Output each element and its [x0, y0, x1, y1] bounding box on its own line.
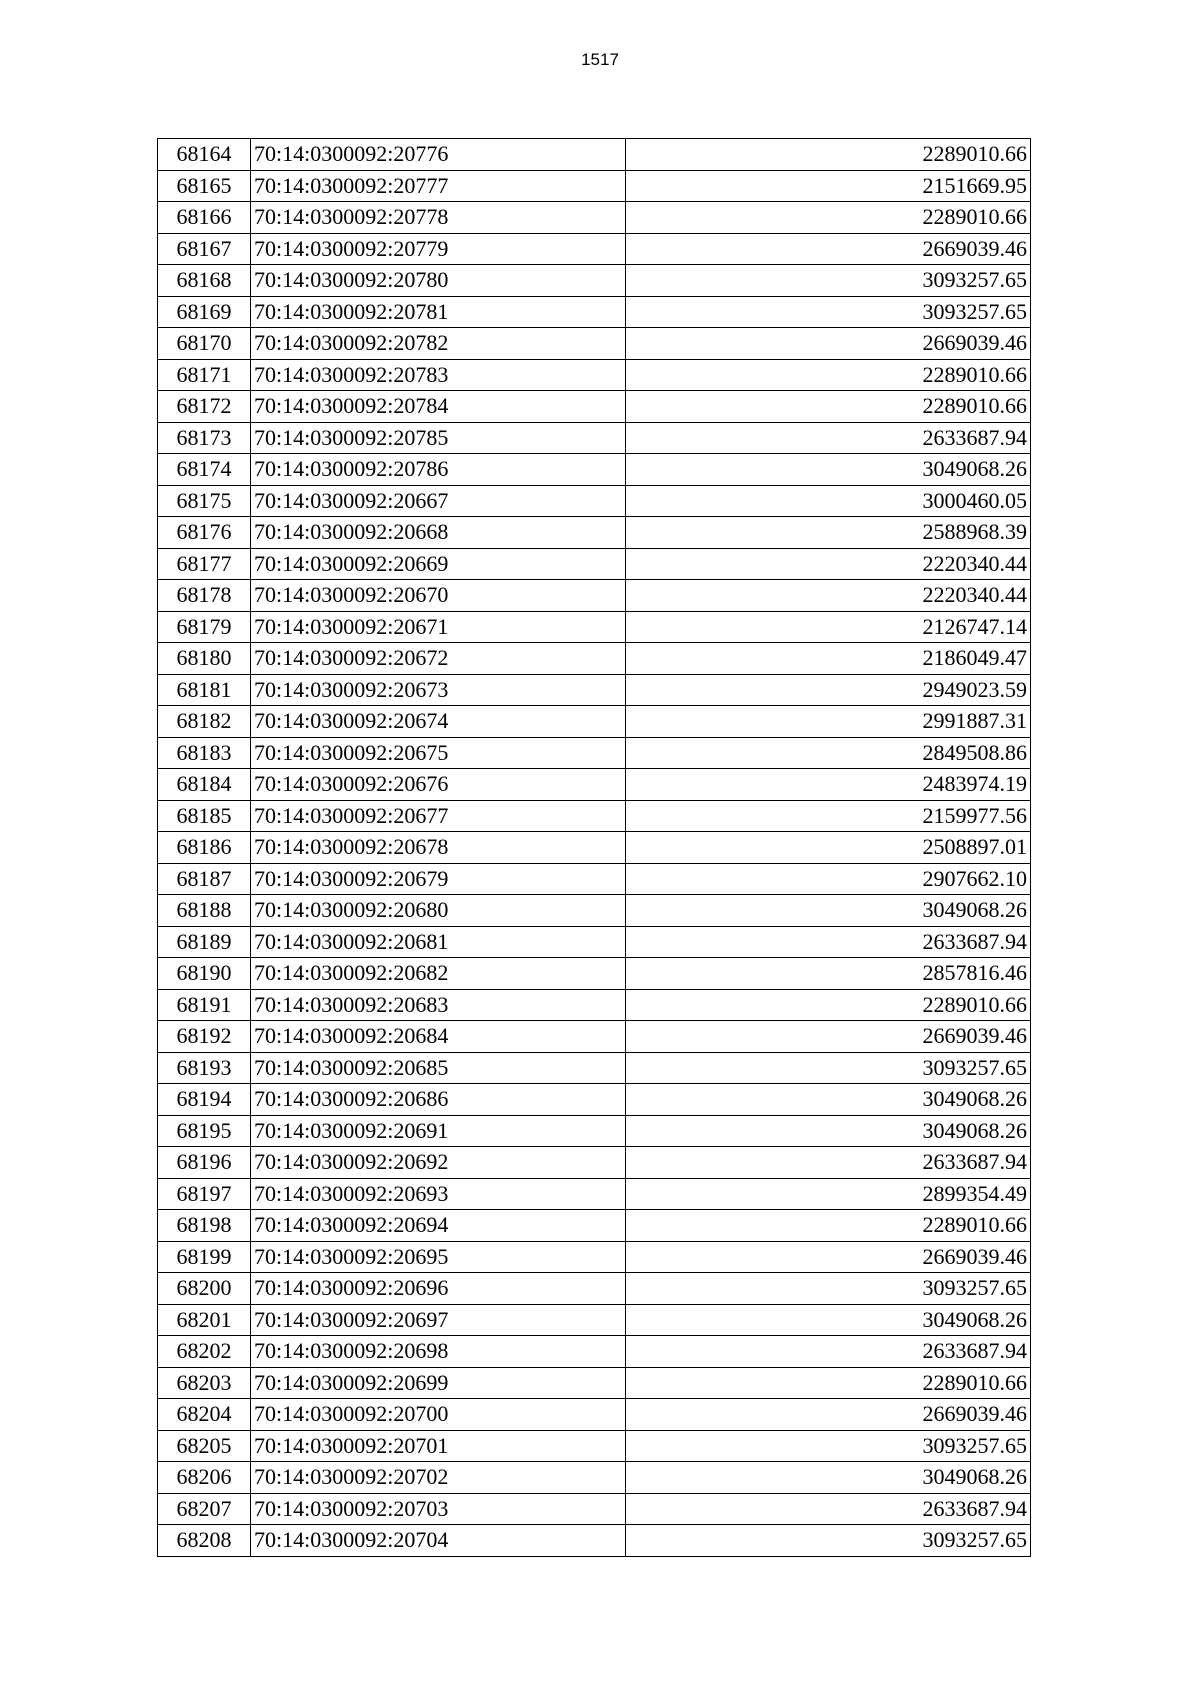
value-cell: 2669039.46	[626, 328, 1031, 360]
value-cell: 2508897.01	[626, 832, 1031, 864]
row-number-cell: 68196	[158, 1147, 251, 1179]
cadastral-number-cell: 70:14:0300092:20702	[251, 1462, 626, 1494]
table-row	[158, 1462, 1031, 1494]
row-number-cell: 68174	[158, 454, 251, 486]
table-row	[158, 548, 1031, 580]
table-row	[158, 800, 1031, 832]
table-row	[158, 1304, 1031, 1336]
table-row	[158, 611, 1031, 643]
table-row	[158, 926, 1031, 958]
table-row	[158, 485, 1031, 517]
row-number-cell: 68168	[158, 265, 251, 297]
table-row	[158, 1084, 1031, 1116]
row-number-cell: 68188	[158, 895, 251, 927]
row-number-cell: 68183	[158, 737, 251, 769]
value-cell: 2151669.95	[626, 170, 1031, 202]
row-number-cell: 68165	[158, 170, 251, 202]
table-row	[158, 863, 1031, 895]
row-number-cell: 68205	[158, 1430, 251, 1462]
value-cell: 3000460.05	[626, 485, 1031, 517]
table-body	[158, 139, 1031, 1557]
table-row	[158, 517, 1031, 549]
row-number-cell: 68181	[158, 674, 251, 706]
value-cell: 3049068.26	[626, 454, 1031, 486]
row-number-cell: 68194	[158, 1084, 251, 1116]
value-cell: 2186049.47	[626, 643, 1031, 675]
cadastral-number-cell: 70:14:0300092:20678	[251, 832, 626, 864]
value-cell: 2483974.19	[626, 769, 1031, 801]
cadastral-number-cell: 70:14:0300092:20680	[251, 895, 626, 927]
table-row	[158, 1052, 1031, 1084]
row-number-cell: 68184	[158, 769, 251, 801]
cadastral-number-cell: 70:14:0300092:20701	[251, 1430, 626, 1462]
table-row	[158, 391, 1031, 423]
row-number-cell: 68199	[158, 1241, 251, 1273]
cadastral-number-cell: 70:14:0300092:20681	[251, 926, 626, 958]
cadastral-number-cell: 70:14:0300092:20783	[251, 359, 626, 391]
row-number-cell: 68207	[158, 1493, 251, 1525]
table-row	[158, 265, 1031, 297]
cadastral-number-cell: 70:14:0300092:20782	[251, 328, 626, 360]
row-number-cell: 68187	[158, 863, 251, 895]
table-row	[158, 580, 1031, 612]
value-cell: 2588968.39	[626, 517, 1031, 549]
value-cell: 2669039.46	[626, 1241, 1031, 1273]
cadastral-number-cell: 70:14:0300092:20670	[251, 580, 626, 612]
table-row	[158, 1178, 1031, 1210]
table-row	[158, 1336, 1031, 1368]
row-number-cell: 68175	[158, 485, 251, 517]
value-cell: 3093257.65	[626, 265, 1031, 297]
row-number-cell: 68185	[158, 800, 251, 832]
row-number-cell: 68170	[158, 328, 251, 360]
table-row	[158, 202, 1031, 234]
row-number-cell: 68166	[158, 202, 251, 234]
value-cell: 2633687.94	[626, 1493, 1031, 1525]
value-cell: 2633687.94	[626, 926, 1031, 958]
row-number-cell: 68190	[158, 958, 251, 990]
cadastral-number-cell: 70:14:0300092:20776	[251, 139, 626, 171]
value-cell: 2633687.94	[626, 422, 1031, 454]
table-row	[158, 454, 1031, 486]
cadastral-number-cell: 70:14:0300092:20786	[251, 454, 626, 486]
value-cell: 2159977.56	[626, 800, 1031, 832]
cadastral-number-cell: 70:14:0300092:20669	[251, 548, 626, 580]
value-cell: 3049068.26	[626, 1304, 1031, 1336]
value-cell: 2633687.94	[626, 1336, 1031, 1368]
page-number: 1517	[581, 50, 619, 69]
value-cell: 2907662.10	[626, 863, 1031, 895]
table-row	[158, 422, 1031, 454]
cadastral-number-cell: 70:14:0300092:20683	[251, 989, 626, 1021]
value-cell: 2289010.66	[626, 1367, 1031, 1399]
row-number-cell: 68193	[158, 1052, 251, 1084]
value-cell: 2857816.46	[626, 958, 1031, 990]
value-cell: 3049068.26	[626, 1462, 1031, 1494]
cadastral-number-cell: 70:14:0300092:20668	[251, 517, 626, 549]
row-number-cell: 68180	[158, 643, 251, 675]
cadastral-number-cell: 70:14:0300092:20684	[251, 1021, 626, 1053]
table-row	[158, 958, 1031, 990]
row-number-cell: 68186	[158, 832, 251, 864]
cadastral-number-cell: 70:14:0300092:20667	[251, 485, 626, 517]
row-number-cell: 68198	[158, 1210, 251, 1242]
cadastral-number-cell: 70:14:0300092:20777	[251, 170, 626, 202]
row-number-cell: 68208	[158, 1525, 251, 1557]
cadastral-number-cell: 70:14:0300092:20699	[251, 1367, 626, 1399]
table-row	[158, 170, 1031, 202]
cadastral-number-cell: 70:14:0300092:20674	[251, 706, 626, 738]
table-row	[158, 674, 1031, 706]
table-row	[158, 895, 1031, 927]
row-number-cell: 68171	[158, 359, 251, 391]
value-cell: 3093257.65	[626, 1430, 1031, 1462]
value-cell: 3093257.65	[626, 1525, 1031, 1557]
cadastral-number-cell: 70:14:0300092:20677	[251, 800, 626, 832]
cadastral-number-cell: 70:14:0300092:20694	[251, 1210, 626, 1242]
table-row	[158, 1147, 1031, 1179]
table-row	[158, 706, 1031, 738]
table-row	[158, 769, 1031, 801]
row-number-cell: 68178	[158, 580, 251, 612]
cadastral-number-cell: 70:14:0300092:20692	[251, 1147, 626, 1179]
cadastral-number-cell: 70:14:0300092:20703	[251, 1493, 626, 1525]
table-row	[158, 989, 1031, 1021]
value-cell: 3049068.26	[626, 1115, 1031, 1147]
value-cell: 2220340.44	[626, 548, 1031, 580]
row-number-cell: 68204	[158, 1399, 251, 1431]
row-number-cell: 68176	[158, 517, 251, 549]
table-row	[158, 1399, 1031, 1431]
cadastral-number-cell: 70:14:0300092:20672	[251, 643, 626, 675]
cadastral-number-cell: 70:14:0300092:20676	[251, 769, 626, 801]
row-number-cell: 68197	[158, 1178, 251, 1210]
row-number-cell: 68164	[158, 139, 251, 171]
row-number-cell: 68179	[158, 611, 251, 643]
row-number-cell: 68206	[158, 1462, 251, 1494]
value-cell: 2126747.14	[626, 611, 1031, 643]
value-cell: 2669039.46	[626, 1021, 1031, 1053]
value-cell: 2289010.66	[626, 139, 1031, 171]
cadastral-number-cell: 70:14:0300092:20780	[251, 265, 626, 297]
cadastral-number-cell: 70:14:0300092:20691	[251, 1115, 626, 1147]
table-row	[158, 832, 1031, 864]
row-number-cell: 68195	[158, 1115, 251, 1147]
table-row	[158, 359, 1031, 391]
cadastral-number-cell: 70:14:0300092:20695	[251, 1241, 626, 1273]
table-row	[158, 296, 1031, 328]
table-row	[158, 1115, 1031, 1147]
cadastral-number-cell: 70:14:0300092:20779	[251, 233, 626, 265]
value-cell: 2949023.59	[626, 674, 1031, 706]
cadastral-number-cell: 70:14:0300092:20693	[251, 1178, 626, 1210]
table-row	[158, 737, 1031, 769]
table-row	[158, 1367, 1031, 1399]
row-number-cell: 68177	[158, 548, 251, 580]
value-cell: 2289010.66	[626, 1210, 1031, 1242]
table-row	[158, 328, 1031, 360]
value-cell: 2289010.66	[626, 202, 1031, 234]
value-cell: 3049068.26	[626, 1084, 1031, 1116]
table-row	[158, 1210, 1031, 1242]
row-number-cell: 68182	[158, 706, 251, 738]
row-number-cell: 68169	[158, 296, 251, 328]
cadastral-number-cell: 70:14:0300092:20685	[251, 1052, 626, 1084]
row-number-cell: 68202	[158, 1336, 251, 1368]
cadastral-number-cell: 70:14:0300092:20781	[251, 296, 626, 328]
table-row	[158, 139, 1031, 171]
value-cell: 2289010.66	[626, 391, 1031, 423]
cadastral-number-cell: 70:14:0300092:20696	[251, 1273, 626, 1305]
row-number-cell: 68203	[158, 1367, 251, 1399]
cadastral-number-cell: 70:14:0300092:20697	[251, 1304, 626, 1336]
table-row	[158, 1525, 1031, 1557]
table-row	[158, 1241, 1031, 1273]
table-row	[158, 233, 1031, 265]
cadastral-number-cell: 70:14:0300092:20784	[251, 391, 626, 423]
row-number-cell: 68189	[158, 926, 251, 958]
row-number-cell: 68173	[158, 422, 251, 454]
value-cell: 2849508.86	[626, 737, 1031, 769]
value-cell: 2669039.46	[626, 1399, 1031, 1431]
cadastral-number-cell: 70:14:0300092:20686	[251, 1084, 626, 1116]
row-number-cell: 68172	[158, 391, 251, 423]
cadastral-number-cell: 70:14:0300092:20682	[251, 958, 626, 990]
cadastral-number-cell: 70:14:0300092:20704	[251, 1525, 626, 1557]
table-row	[158, 1273, 1031, 1305]
row-number-cell: 68191	[158, 989, 251, 1021]
row-number-cell: 68201	[158, 1304, 251, 1336]
cadastral-number-cell: 70:14:0300092:20673	[251, 674, 626, 706]
value-cell: 2220340.44	[626, 580, 1031, 612]
row-number-cell: 68192	[158, 1021, 251, 1053]
cadastral-number-cell: 70:14:0300092:20778	[251, 202, 626, 234]
value-cell: 2669039.46	[626, 233, 1031, 265]
table-row	[158, 643, 1031, 675]
value-cell: 2991887.31	[626, 706, 1031, 738]
row-number-cell: 68167	[158, 233, 251, 265]
value-cell: 2289010.66	[626, 359, 1031, 391]
value-cell: 3049068.26	[626, 895, 1031, 927]
value-cell: 3093257.65	[626, 296, 1031, 328]
value-cell: 3093257.65	[626, 1273, 1031, 1305]
table-row	[158, 1430, 1031, 1462]
value-cell: 2633687.94	[626, 1147, 1031, 1179]
cadastral-number-cell: 70:14:0300092:20675	[251, 737, 626, 769]
cadastral-number-cell: 70:14:0300092:20700	[251, 1399, 626, 1431]
cadastral-number-cell: 70:14:0300092:20785	[251, 422, 626, 454]
cadastral-value-table	[157, 138, 1031, 1557]
table-row	[158, 1493, 1031, 1525]
row-number-cell: 68200	[158, 1273, 251, 1305]
value-cell: 2289010.66	[626, 989, 1031, 1021]
cadastral-number-cell: 70:14:0300092:20679	[251, 863, 626, 895]
cadastral-number-cell: 70:14:0300092:20671	[251, 611, 626, 643]
table-row	[158, 1021, 1031, 1053]
value-cell: 2899354.49	[626, 1178, 1031, 1210]
cadastral-number-cell: 70:14:0300092:20698	[251, 1336, 626, 1368]
value-cell: 3093257.65	[626, 1052, 1031, 1084]
